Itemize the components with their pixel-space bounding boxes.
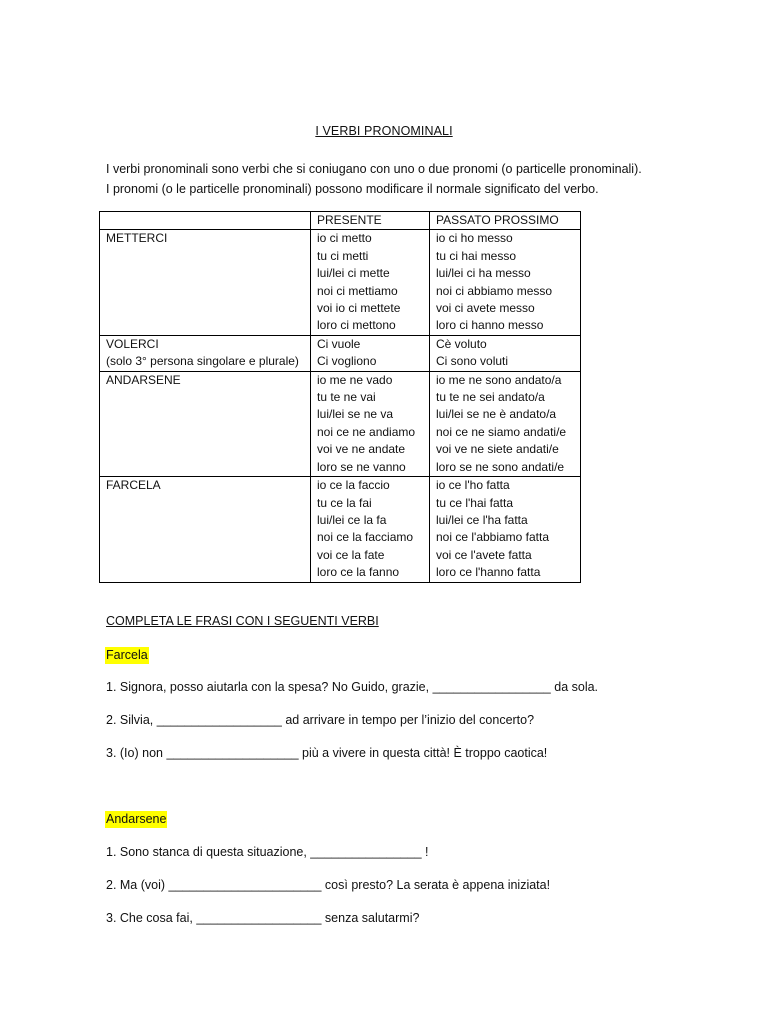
presente-cell xyxy=(311,477,430,582)
exercise-heading: COMPLETA LE FRASI CON I SEGUENTI VERBI xyxy=(106,614,379,628)
verb-note: (solo 3° persona singolare e plurale) xyxy=(106,354,299,369)
header-cell-verb xyxy=(100,212,311,230)
conjugation-line: voi ve ne andate xyxy=(317,442,406,457)
table-header-row xyxy=(100,212,581,230)
conjugation-line: tu ce la fai xyxy=(317,495,372,510)
conjugation-line: lui/lei ce l'ha fatta xyxy=(436,512,528,527)
conjugation-line: tu ci metti xyxy=(317,248,369,263)
exercise-sentence: 2. Silvia, __________________ ad arrivare in tempo per l’inizio del concerto? xyxy=(106,713,535,727)
intro-paragraph xyxy=(106,159,706,199)
conjugation-line: voi ce l'avete fatta xyxy=(436,547,532,562)
conjugation-line: io ci ho messo xyxy=(436,231,513,246)
conjugation-line: voi ci avete messo xyxy=(436,301,535,316)
verb-cell xyxy=(100,371,311,476)
conjugation-line: voi ve ne siete andati/e xyxy=(436,442,559,457)
exercise-verb-label-farcela: Farcela xyxy=(106,648,148,662)
conjugation-line: lui/lei ce la fa xyxy=(317,512,387,527)
conjugation-line: io me ne vado xyxy=(317,372,393,387)
conjugation-line: loro ce la fanno xyxy=(317,565,400,580)
conjugation-line: tu ce l'hai fatta xyxy=(436,495,514,510)
header-cell-passato: PASSATO PROSSIMO xyxy=(430,212,581,230)
conjugation-line: noi ci mettiamo xyxy=(317,283,398,298)
table-row xyxy=(100,335,581,371)
conjugation-line: tu te ne vai xyxy=(317,390,376,405)
presente-cell xyxy=(311,335,430,371)
exercise-sentence: 2. Ma (voi) ______________________ così presto? La serata è appena iniziata! xyxy=(106,878,551,892)
conjugation-line: lui/lei ci ha messo xyxy=(436,266,531,281)
conjugation-line: Ci vogliono xyxy=(317,354,377,369)
verb-name: ANDARSENE xyxy=(106,372,181,387)
passato-cell xyxy=(430,335,581,371)
conjugation-line: lui/lei se ne è andato/a xyxy=(436,407,557,422)
conjugation-line: loro se ne vanno xyxy=(317,459,406,474)
presente-cell xyxy=(311,230,430,335)
verb-name: FARCELA xyxy=(106,478,161,493)
conjugation-line: noi ce ne andiamo xyxy=(317,424,416,439)
conjugation-line: io ce l'ho fatta xyxy=(436,478,510,493)
conjugation-line: lui/lei se ne va xyxy=(317,407,394,422)
header-cell-presente: PRESENTE xyxy=(311,212,430,230)
conjugation-line: voi ce la fate xyxy=(317,547,385,562)
conjugation-line: loro ce l'hanno fatta xyxy=(436,565,541,580)
conjugation-line: Cè voluto xyxy=(436,336,487,351)
exercise-sentence: 3. Che cosa fai, __________________ senza salutarmi? xyxy=(106,911,420,925)
conjugation-line: noi ce l'abbiamo fatta xyxy=(436,530,550,545)
intro-line: I pronomi (o le particelle pronominali) possono modificare il normale significato del verbo. xyxy=(106,182,599,196)
conjugation-line: loro se ne sono andati/e xyxy=(436,459,565,474)
conjugation-line: io me ne sono andato/a xyxy=(436,372,562,387)
conjugation-line: voi io ci mettete xyxy=(317,301,401,316)
table-row xyxy=(100,230,581,335)
verb-name: VOLERCI xyxy=(106,336,159,351)
conjugation-line: io ci metto xyxy=(317,231,372,246)
verb-conjugation-table xyxy=(99,211,581,583)
passato-cell xyxy=(430,230,581,335)
verb-name: METTERCI xyxy=(106,231,168,246)
conjugation-line: noi ce ne siamo andati/e xyxy=(436,424,567,439)
conjugation-line: io ce la faccio xyxy=(317,478,390,493)
table-row xyxy=(100,371,581,476)
table-row xyxy=(100,477,581,582)
exercise-verb-label-andarsene: Andarsene xyxy=(106,812,167,826)
verb-cell xyxy=(100,477,311,582)
presente-cell xyxy=(311,371,430,476)
exercise-sentence: 1. Sono stanca di questa situazione, ________________ ! xyxy=(106,845,429,859)
conjugation-line: noi ce la facciamo xyxy=(317,530,414,545)
conjugation-line: Ci sono voluti xyxy=(436,354,509,369)
passato-cell xyxy=(430,477,581,582)
conjugation-line: loro ci hanno messo xyxy=(436,318,544,333)
conjugation-line: noi ci abbiamo messo xyxy=(436,283,553,298)
exercise-sentence: 1. Signora, posso aiutarla con la spesa? No Guido, grazie, _________________ da sola. xyxy=(106,680,599,694)
conjugation-line: lui/lei ci mette xyxy=(317,266,390,281)
verb-cell xyxy=(100,335,311,371)
exercise-sentence: 3. (Io) non ___________________ più a vivere in questa città! È troppo caotica! xyxy=(106,746,548,760)
intro-line: I verbi pronominali sono verbi che si coniugano con uno o due pronomi (o particelle pronominali). xyxy=(106,162,642,176)
conjugation-line: Ci vuole xyxy=(317,336,361,351)
conjugation-line: tu ci hai messo xyxy=(436,248,517,263)
verb-cell xyxy=(100,230,311,335)
passato-cell xyxy=(430,371,581,476)
page-title: I VERBI PRONOMINALI xyxy=(315,124,453,138)
conjugation-line: tu te ne sei andato/a xyxy=(436,390,545,405)
conjugation-line: loro ci mettono xyxy=(317,318,396,333)
